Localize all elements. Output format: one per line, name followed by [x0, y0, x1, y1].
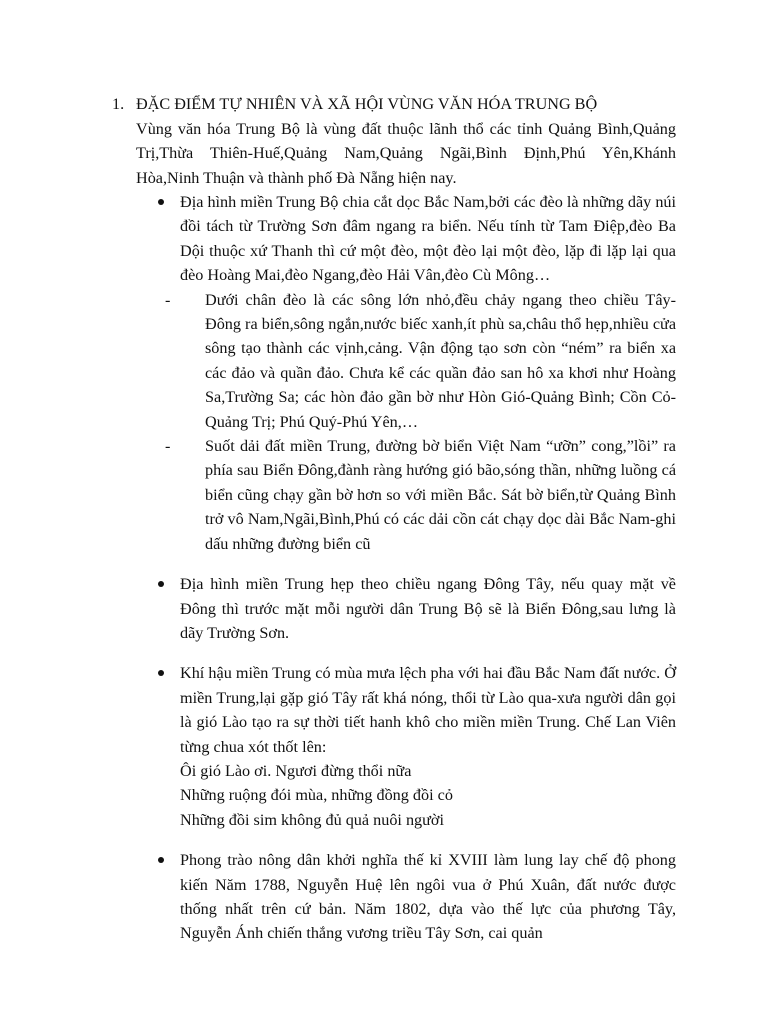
spacer	[136, 556, 676, 572]
poem-line: Những ruộng đói mùa, những đồng đồi cỏ	[180, 786, 453, 805]
bullet-item-width	[136, 572, 676, 645]
bullet-text: Khí hậu miền Trung có mùa mưa lệch pha với hai đầu Bắc Nam đất nước. Ở miền Trung,lại gặp gió Tây rất khá nóng, thổi từ Lào qua-xưa người dân gọi là gió Lào tạo ra sự thời tiết hanh khô cho miền miền Trung. Chế Lan Viên từng chua xót thốt lên:	[180, 664, 676, 756]
bullet-item-climate	[136, 661, 676, 832]
poem-line: Những đồi sim không đủ quả nuôi người	[180, 810, 444, 829]
dash-item-rivers	[165, 288, 676, 434]
bullet-text: Phong trào nông dân khởi nghĩa thế kỉ XVIII làm lung lay chế độ phong kiến Năm 1788, Nguyễn Huệ lên ngôi vua ở Phú Xuân, đất nước được thống nhất trên cứ bản. Năm 1802, dựa vào thế lực của phương Tây, Nguyễn Ánh chiến thắng vương triều Tây Sơn, cai quản	[180, 851, 676, 943]
dash-text: Suốt dải đất miền Trung, đường bờ biển Việt Nam “ưỡn” cong,”lồi” ra phía sau Biển Đông,đành ràng hướng gió bão,sóng thần, những luồng cá biển cũng chạy gần bờ hơn so với miền Bắc. Sát bờ biển,từ Quảng Bình trở vô Nam,Ngãi,Bình,Phú có các dải cồn cát chạy dọc dài Bắc Nam-ghi dấu những đường biển cũ	[205, 437, 676, 553]
dash-icon: -	[165, 437, 171, 456]
section-heading	[112, 92, 712, 116]
bullet-list	[136, 190, 676, 946]
bullet-dot-icon	[158, 581, 164, 587]
bullet-text: Địa hình miền Trung hẹp theo chiều ngang Đông Tây, nếu quay mặt về Đông thì trước mặt mỗi người dân Trung Bộ sẽ là Biển Đông,sau lưng là dãy Trường Sơn.	[180, 575, 676, 642]
poem-line: Ôi gió Lào ơi. Ngươi đừng thổi nữa	[180, 761, 412, 780]
section-number: 1.	[112, 95, 125, 113]
dash-icon: -	[165, 290, 171, 309]
bullet-item-terrain	[136, 190, 676, 556]
dash-text: Dưới chân đèo là các sông lớn nhỏ,đều chảy ngang theo chiều Tây-Đông ra biển,sông ngắn,nước biếc xanh,ít phù sa,châu thổ hẹp,nhiều cửa sông tạo thành các vịnh,cảng. Vận động tạo sơn còn “ném” ra biển xa các đảo và quần đảo. Chưa kể các quần đảo san hô xa khơi như Hoàng Sa,Trường Sa; các hòn đảo gần bờ như Hòn Gió-Quảng Bình; Cồn Cỏ-Quảng Trị; Phú Quý-Phú Yên,…	[205, 290, 676, 431]
spacer	[136, 832, 676, 848]
bullet-dot-icon	[158, 199, 164, 205]
bullet-dot-icon	[158, 857, 164, 863]
section-title: ĐẶC ĐIỂM TỰ NHIÊN VÀ XÃ HỘI VÙNG VĂN HÓA TRUNG BỘ	[136, 95, 598, 113]
intro-paragraph: Vùng văn hóa Trung Bộ là vùng đất thuộc lãnh thổ các tỉnh Quảng Bình,Quảng Trị,Thừa Thiên-Huế,Quảng Nam,Quảng Ngãi,Bình Định,Phú Yên,Khánh Hòa,Ninh Thuận và thành phố Đà Nẵng hiện nay.	[136, 120, 676, 187]
spacer	[136, 645, 676, 661]
bullet-item-history	[136, 848, 676, 946]
bullet-dot-icon	[158, 670, 164, 676]
dash-list	[165, 288, 676, 556]
dash-item-coastline	[165, 434, 676, 556]
bullet-text: Địa hình miền Trung Bộ chia cắt dọc Bắc Nam,bởi các đèo là những dãy núi đồi tách từ Trường Sơn đâm ngang ra biển. Nếu tính từ Tam Điệp,đèo Ba Dội thuộc xứ Thanh thì cứ một đèo, một đèo lại một đèo, lặp đi lặp lại qua đèo Hoàng Mai,đèo Ngang,đèo Hải Vân,đèo Cù Mông…	[180, 193, 676, 285]
poem	[180, 759, 676, 832]
